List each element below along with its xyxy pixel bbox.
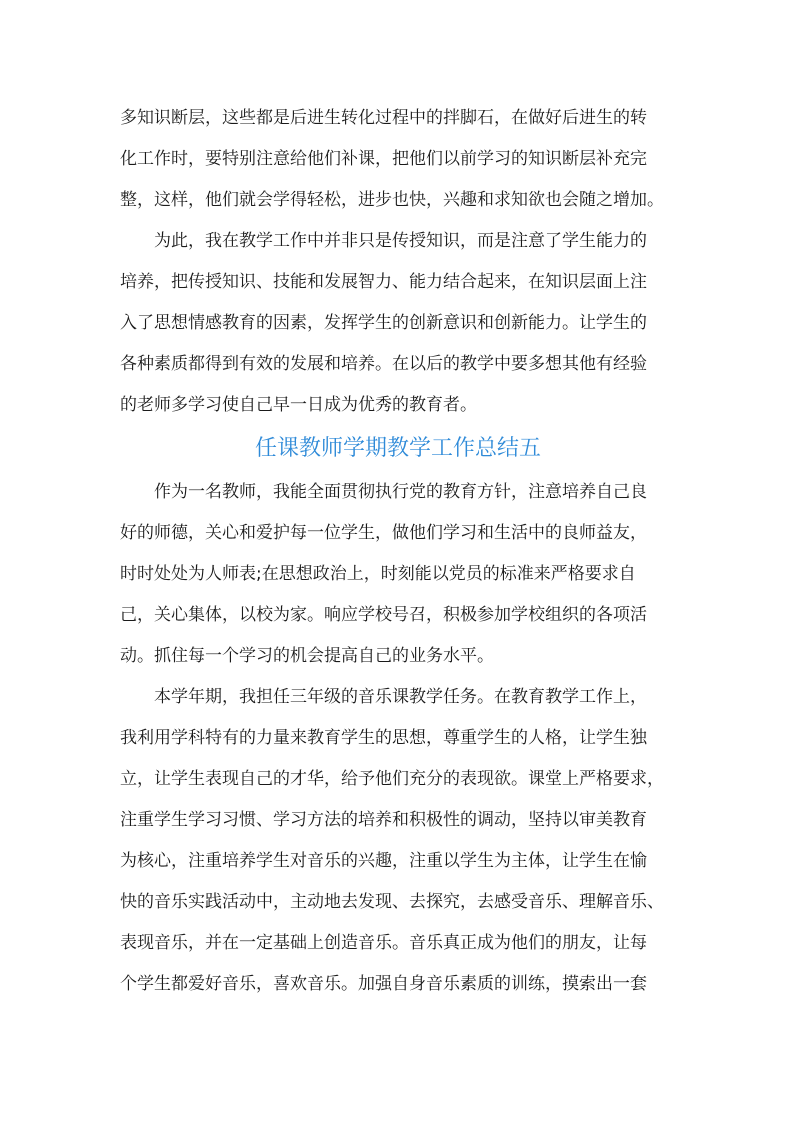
text-line: 本学年期，我担任三年级的音乐课教学任务。在教育教学工作上， <box>154 687 647 707</box>
text-line: 立，让学生表现自己的才华，给予他们充分的表现欲。课堂上严格要求， <box>120 769 664 789</box>
paragraph-continuation <box>120 98 676 221</box>
text-line: 多知识断层，这些都是后进生转化过程中的拌脚石，在做好后进生的转 <box>120 108 647 128</box>
text-line: 整，这样，他们就会学得轻松，进步也快，兴趣和求知欲也会随之增加。 <box>120 190 664 210</box>
paragraph-music-teaching <box>120 677 676 1005</box>
text-line: 入了思想情感教育的因素，发挥学生的创新意识和创新能力。让学生的 <box>120 313 647 333</box>
text-line: 动。抓住每一个学习的机会提高自己的业务水平。 <box>120 646 494 666</box>
document-body <box>120 98 676 1005</box>
text-line: 好的师德，关心和爱护每一位学生，做他们学习和生活中的良师益友， <box>120 523 647 543</box>
text-line: 各种素质都得到有效的发展和培养。在以后的教学中要多想其他有经验 <box>120 354 647 374</box>
text-line: 的老师多学习使自己早一日成为优秀的教育者。 <box>120 395 477 415</box>
text-line: 为此，我在教学工作中并非只是传授知识，而是注意了学生能力的 <box>154 231 647 251</box>
section-title: 任课教师学期教学工作总结五 <box>254 436 541 461</box>
text-line: 为核心，注重培养学生对音乐的兴趣，注重以学生为主体，让学生在愉 <box>120 851 647 871</box>
text-line: 注重学生学习习惯、学习方法的培养和积极性的调动，坚持以审美教育 <box>120 810 647 830</box>
text-line: 个学生都爱好音乐，喜欢音乐。加强自身音乐素质的训练，摸索出一套 <box>120 974 647 994</box>
text-line: 我利用学科特有的力量来教育学生的思想，尊重学生的人格，让学生独 <box>120 728 647 748</box>
paragraph-teacher-ethics <box>120 472 676 677</box>
paragraph-teaching-approach <box>120 221 676 426</box>
text-line: 快的音乐实践活动中，主动地去发现、去探究，去感受音乐、理解音乐、 <box>120 892 664 912</box>
text-line: 作为一名教师，我能全面贯彻执行党的教育方针，注意培养自己良 <box>154 482 647 502</box>
text-line: 培养，把传授知识、技能和发展智力、能力结合起来，在知识层面上注 <box>120 272 647 292</box>
text-line: 化工作时，要特别注意给他们补课，把他们以前学习的知识断层补充完 <box>120 149 647 169</box>
text-line: 表现音乐，并在一定基础上创造音乐。音乐真正成为他们的朋友，让每 <box>120 933 647 953</box>
text-line: 时时处处为人师表;在思想政治上，时刻能以党员的标准来严格要求自 <box>120 564 636 584</box>
text-line: 己，关心集体，以校为家。响应学校号召，积极参加学校组织的各项活 <box>120 605 647 625</box>
